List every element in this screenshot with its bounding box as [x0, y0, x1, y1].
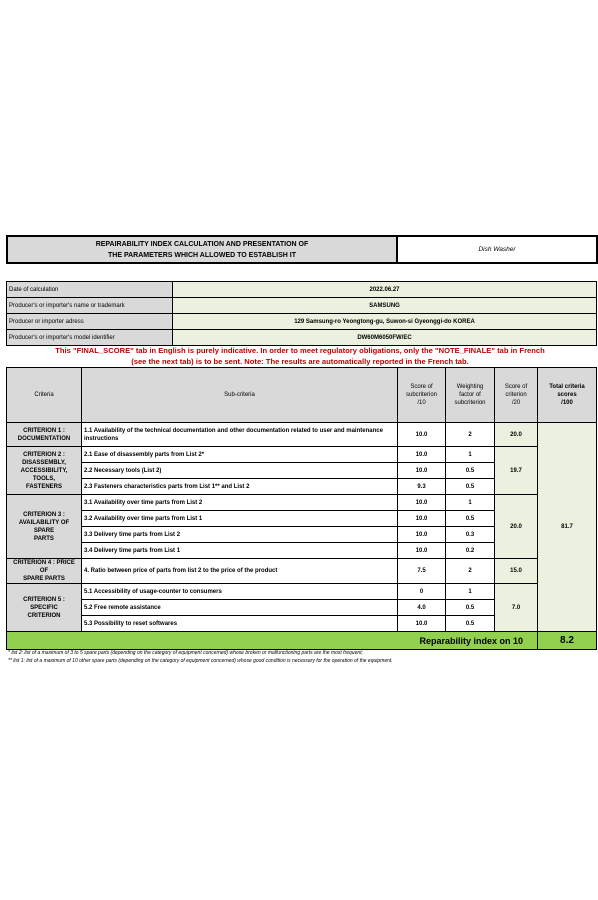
table-row	[7, 423, 597, 447]
subcriterion-2-1-score: 10.0	[398, 447, 446, 463]
subcriterion-4-weight: 2	[446, 559, 495, 584]
criterion-5-name: CRITERION 5 : SPECIFIC CRITERION	[7, 584, 82, 632]
reparability-index-value: 8.2	[538, 632, 597, 650]
info-label-date: Date of calculation	[7, 282, 173, 298]
table-row	[7, 584, 597, 600]
subcriterion-2-2-weight: 0.5	[446, 463, 495, 479]
criterion-2-name: CRITERION 2 : DISASSEMBLY, ACCESSIBILITY, TOOLS, FASTENERS	[7, 447, 82, 495]
criterion-2-score: 19.7	[495, 447, 538, 495]
title-line-2: THE PARAMETERS WHICH ALLOWED TO ESTABLISH IT	[108, 251, 296, 259]
subcriterion-3-2-label: 3.2 Availability over time parts from List 1	[82, 511, 398, 527]
info-table	[6, 281, 597, 346]
subcriterion-3-1-label: 3.1 Availability over time parts from List 2	[82, 495, 398, 511]
subcriterion-3-2-weight: 0.5	[446, 511, 495, 527]
info-value-model: DW60M6050FW/EC	[173, 330, 597, 346]
subcriterion-1-1-weight: 2	[446, 423, 495, 447]
regulatory-note	[20, 346, 580, 367]
table-row	[7, 447, 597, 463]
subcriterion-3-4-score: 10.0	[398, 543, 446, 559]
subcriterion-3-4-label: 3.4 Delivery time parts from List 1	[82, 543, 398, 559]
subcriterion-3-3-score: 10.0	[398, 527, 446, 543]
subcriterion-2-3-score: 9.3	[398, 479, 446, 495]
info-label-address: Producer or importer adress	[7, 314, 173, 330]
subcriterion-2-1-label: 2.1 Ease of disassembly parts from List 2*	[82, 447, 398, 463]
header-total-scores: Total criteria scores /100	[538, 368, 597, 423]
subcriterion-3-3-label: 3.3 Delivery time parts from List 2	[82, 527, 398, 543]
info-label-trademark: Producer's or importer's name or trademark	[7, 298, 173, 314]
product-type: Dish Washer	[397, 236, 597, 263]
info-value-address: 129 Samsung-ro Yeongtong-gu, Suwon-si Gyeonggi-do KOREA	[173, 314, 597, 330]
criteria-table	[6, 367, 597, 650]
header-row	[7, 368, 597, 423]
table-row	[7, 495, 597, 511]
subcriterion-1-1-label: 1.1 Availability of the technical documentation and other documentation related to user and maintenance instructions	[82, 423, 398, 447]
subcriterion-5-3-label: 5.3 Possibility to reset softwares	[82, 616, 398, 632]
title-line-1: REPAIRABILITY INDEX CALCULATION AND PRESENTATION OF	[95, 240, 309, 248]
table-row	[7, 559, 597, 584]
index-row	[7, 632, 597, 650]
header-score-subcriterion: Score of subcriterion /10	[398, 368, 446, 423]
header-criteria: Criteria	[7, 368, 82, 423]
criterion-1-name: CRITERION 1 : DOCUMENTATION	[7, 423, 82, 447]
subcriterion-2-3-weight: 0.5	[446, 479, 495, 495]
note-line-2: (see the next tab) is to be sent. Note: The results are automatically reported in the French tab.	[131, 356, 469, 366]
subcriterion-5-2-label: 5.2 Free remote assistance	[82, 600, 398, 616]
subcriterion-5-2-weight: 0.5	[446, 600, 495, 616]
header-subcriteria: Sub-criteria	[82, 368, 398, 423]
criterion-3-score: 20.0	[495, 495, 538, 559]
subcriterion-3-3-weight: 0.3	[446, 527, 495, 543]
criterion-5-score: 7.0	[495, 584, 538, 632]
total-criteria-score: 81.7	[538, 423, 597, 632]
info-label-model: Producer's or importer's model identifier	[7, 330, 173, 346]
subcriterion-5-1-weight: 1	[446, 584, 495, 600]
criterion-4-score: 15.0	[495, 559, 538, 584]
reparability-index-label: Reparability index on 10	[7, 632, 538, 650]
subcriterion-5-2-score: 4.0	[398, 600, 446, 616]
criterion-4-name: CRITERION 4 : PRICE OF SPARE PARTS	[7, 559, 82, 584]
info-value-date: 2022.06.27	[173, 282, 597, 298]
info-value-trademark: SAMSUNG	[173, 298, 597, 314]
footnote-list-1: ** list 1: list of a maximum of 10 other spare parts (depending on the category of equipment concerned) whose good condition is necessary for the operation of the equipment.	[8, 658, 393, 664]
subcriterion-1-1-score: 10.0	[398, 423, 446, 447]
title-table	[6, 235, 598, 264]
note-line-1: This "FINAL_SCORE" tab in English is purely indicative. In order to meet regulatory obligations, only the "NOTE_FINALE" tab in French	[55, 346, 545, 355]
subcriterion-2-3-label: 2.3 Fasteners characteristics parts from List 1** and List 2	[82, 479, 398, 495]
subcriterion-2-2-label: 2.2 Necessary tools (List 2)	[82, 463, 398, 479]
subcriterion-5-1-score: 0	[398, 584, 446, 600]
subcriterion-5-3-weight: 0.5	[446, 616, 495, 632]
document-title	[7, 236, 397, 263]
subcriterion-3-2-score: 10.0	[398, 511, 446, 527]
header-weighting-factor: Weighting factor of subcriterion	[446, 368, 495, 423]
subcriterion-3-1-weight: 1	[446, 495, 495, 511]
subcriterion-5-1-label: 5.1 Accessibility of usage-counter to consumers	[82, 584, 398, 600]
subcriterion-3-4-weight: 0.2	[446, 543, 495, 559]
subcriterion-2-1-weight: 1	[446, 447, 495, 463]
subcriterion-4-label: 4. Ratio between price of parts from list 2 to the price of the product	[82, 559, 398, 584]
subcriterion-5-3-score: 10.0	[398, 616, 446, 632]
criterion-1-score: 20.0	[495, 423, 538, 447]
criterion-3-name: CRITERION 3 : AVAILABILITY OF SPARE PARTS	[7, 495, 82, 559]
header-score-criterion: Score of criterion /20	[495, 368, 538, 423]
footnote-list-2: * list 2: list of a maximum of 3 to 5 spare parts (depending on the category of equipment concerned) whose broken or malfunctioning parts are the most frequent;	[8, 650, 363, 656]
subcriterion-3-1-score: 10.0	[398, 495, 446, 511]
subcriterion-4-score: 7.5	[398, 559, 446, 584]
subcriterion-2-2-score: 10.0	[398, 463, 446, 479]
